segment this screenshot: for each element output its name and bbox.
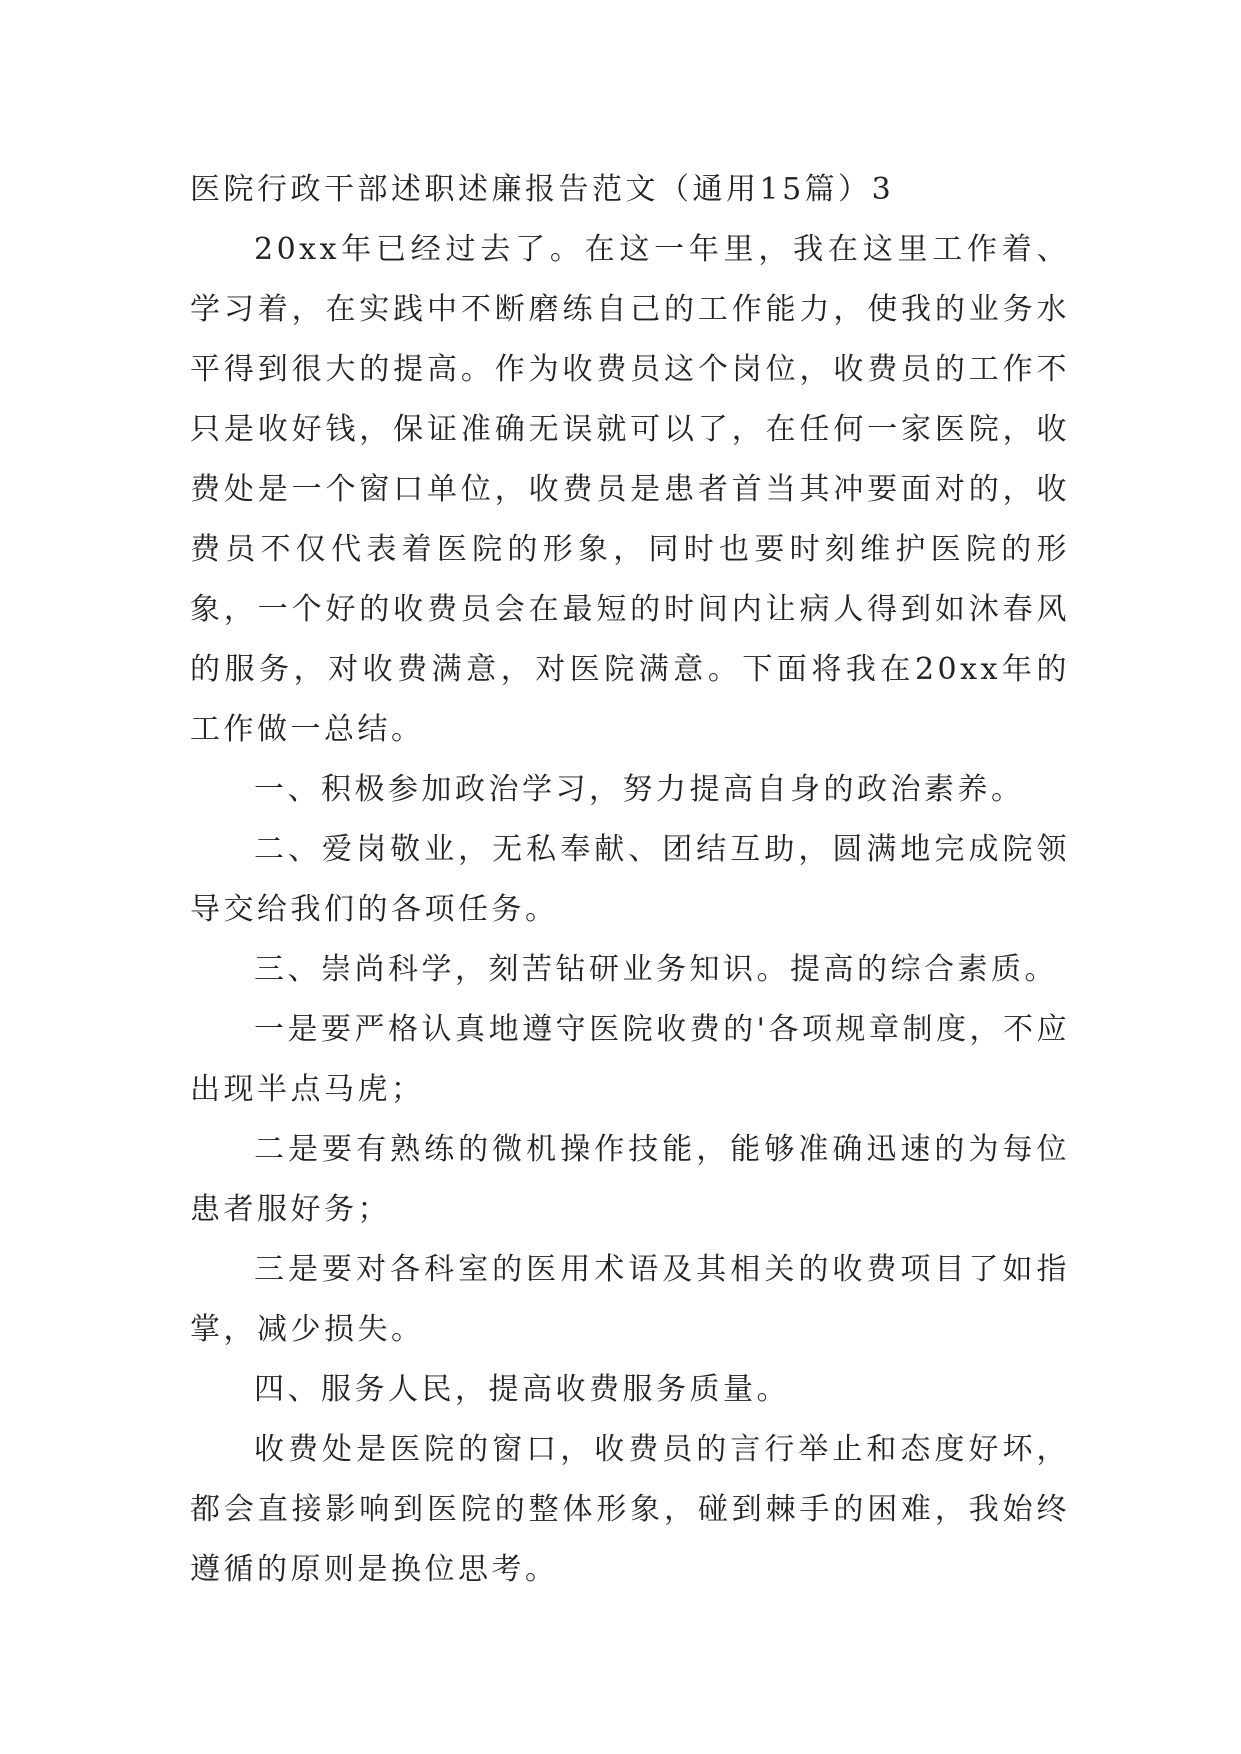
paragraph-point-2: 二、爱岗敬业，无私奉献、团结互助，圆满地完成院领导交给我们的各项任务。 xyxy=(190,832,1070,927)
paragraph-intro: 20xx年已经过去了。在这一年里，我在这里工作着、学习着，在实践中不断磨练自己的工作能力，使我的业务水平得到很大的提高。作为收费员这个岗位，收费员的工作不只是收好钱，保证准确无误就可以了，在任何一家医院，收费处是一个窗口单位，收费员是患者首当其冲要面对的，收费员不仅代表着医院的形象，同时也要时刻维护医院的形象，一个好的收费员会在最短的时间内让病人得到如沐春风的服务，对收费满意，对医院满意。下面将我在20xx年的工作做一总结。 xyxy=(190,232,1070,747)
paragraph-subpoint-3: 三是要对各科室的医用术语及其相关的收费项目了如指掌，减少损失。 xyxy=(190,1252,1070,1347)
paragraph-subpoint-2: 二是要有熟练的微机操作技能，能够准确迅速的为每位患者服好务； xyxy=(190,1132,1070,1227)
paragraph-point-3: 三、崇尚科学，刻苦钻研业务知识。提高的综合素质。 xyxy=(254,952,1058,987)
paragraph-point-4: 四、服务人民，提高收费服务质量。 xyxy=(254,1372,790,1407)
document-title: 医院行政干部述职述廉报告范文（通用15篇）3 xyxy=(190,172,895,207)
paragraph-subpoint-1: 一是要严格认真地遵守医院收费的'各项规章制度，不应出现半点马虎； xyxy=(190,1012,1070,1107)
document-body xyxy=(190,160,1070,1600)
paragraph-point-1: 一、积极参加政治学习，努力提高自身的政治素养。 xyxy=(254,772,1025,807)
paragraph-closing: 收费处是医院的窗口，收费员的言行举止和态度好坏，都会直接影响到医院的整体形象，碰到棘手的困难，我始终遵循的原则是换位思考。 xyxy=(190,1432,1070,1587)
